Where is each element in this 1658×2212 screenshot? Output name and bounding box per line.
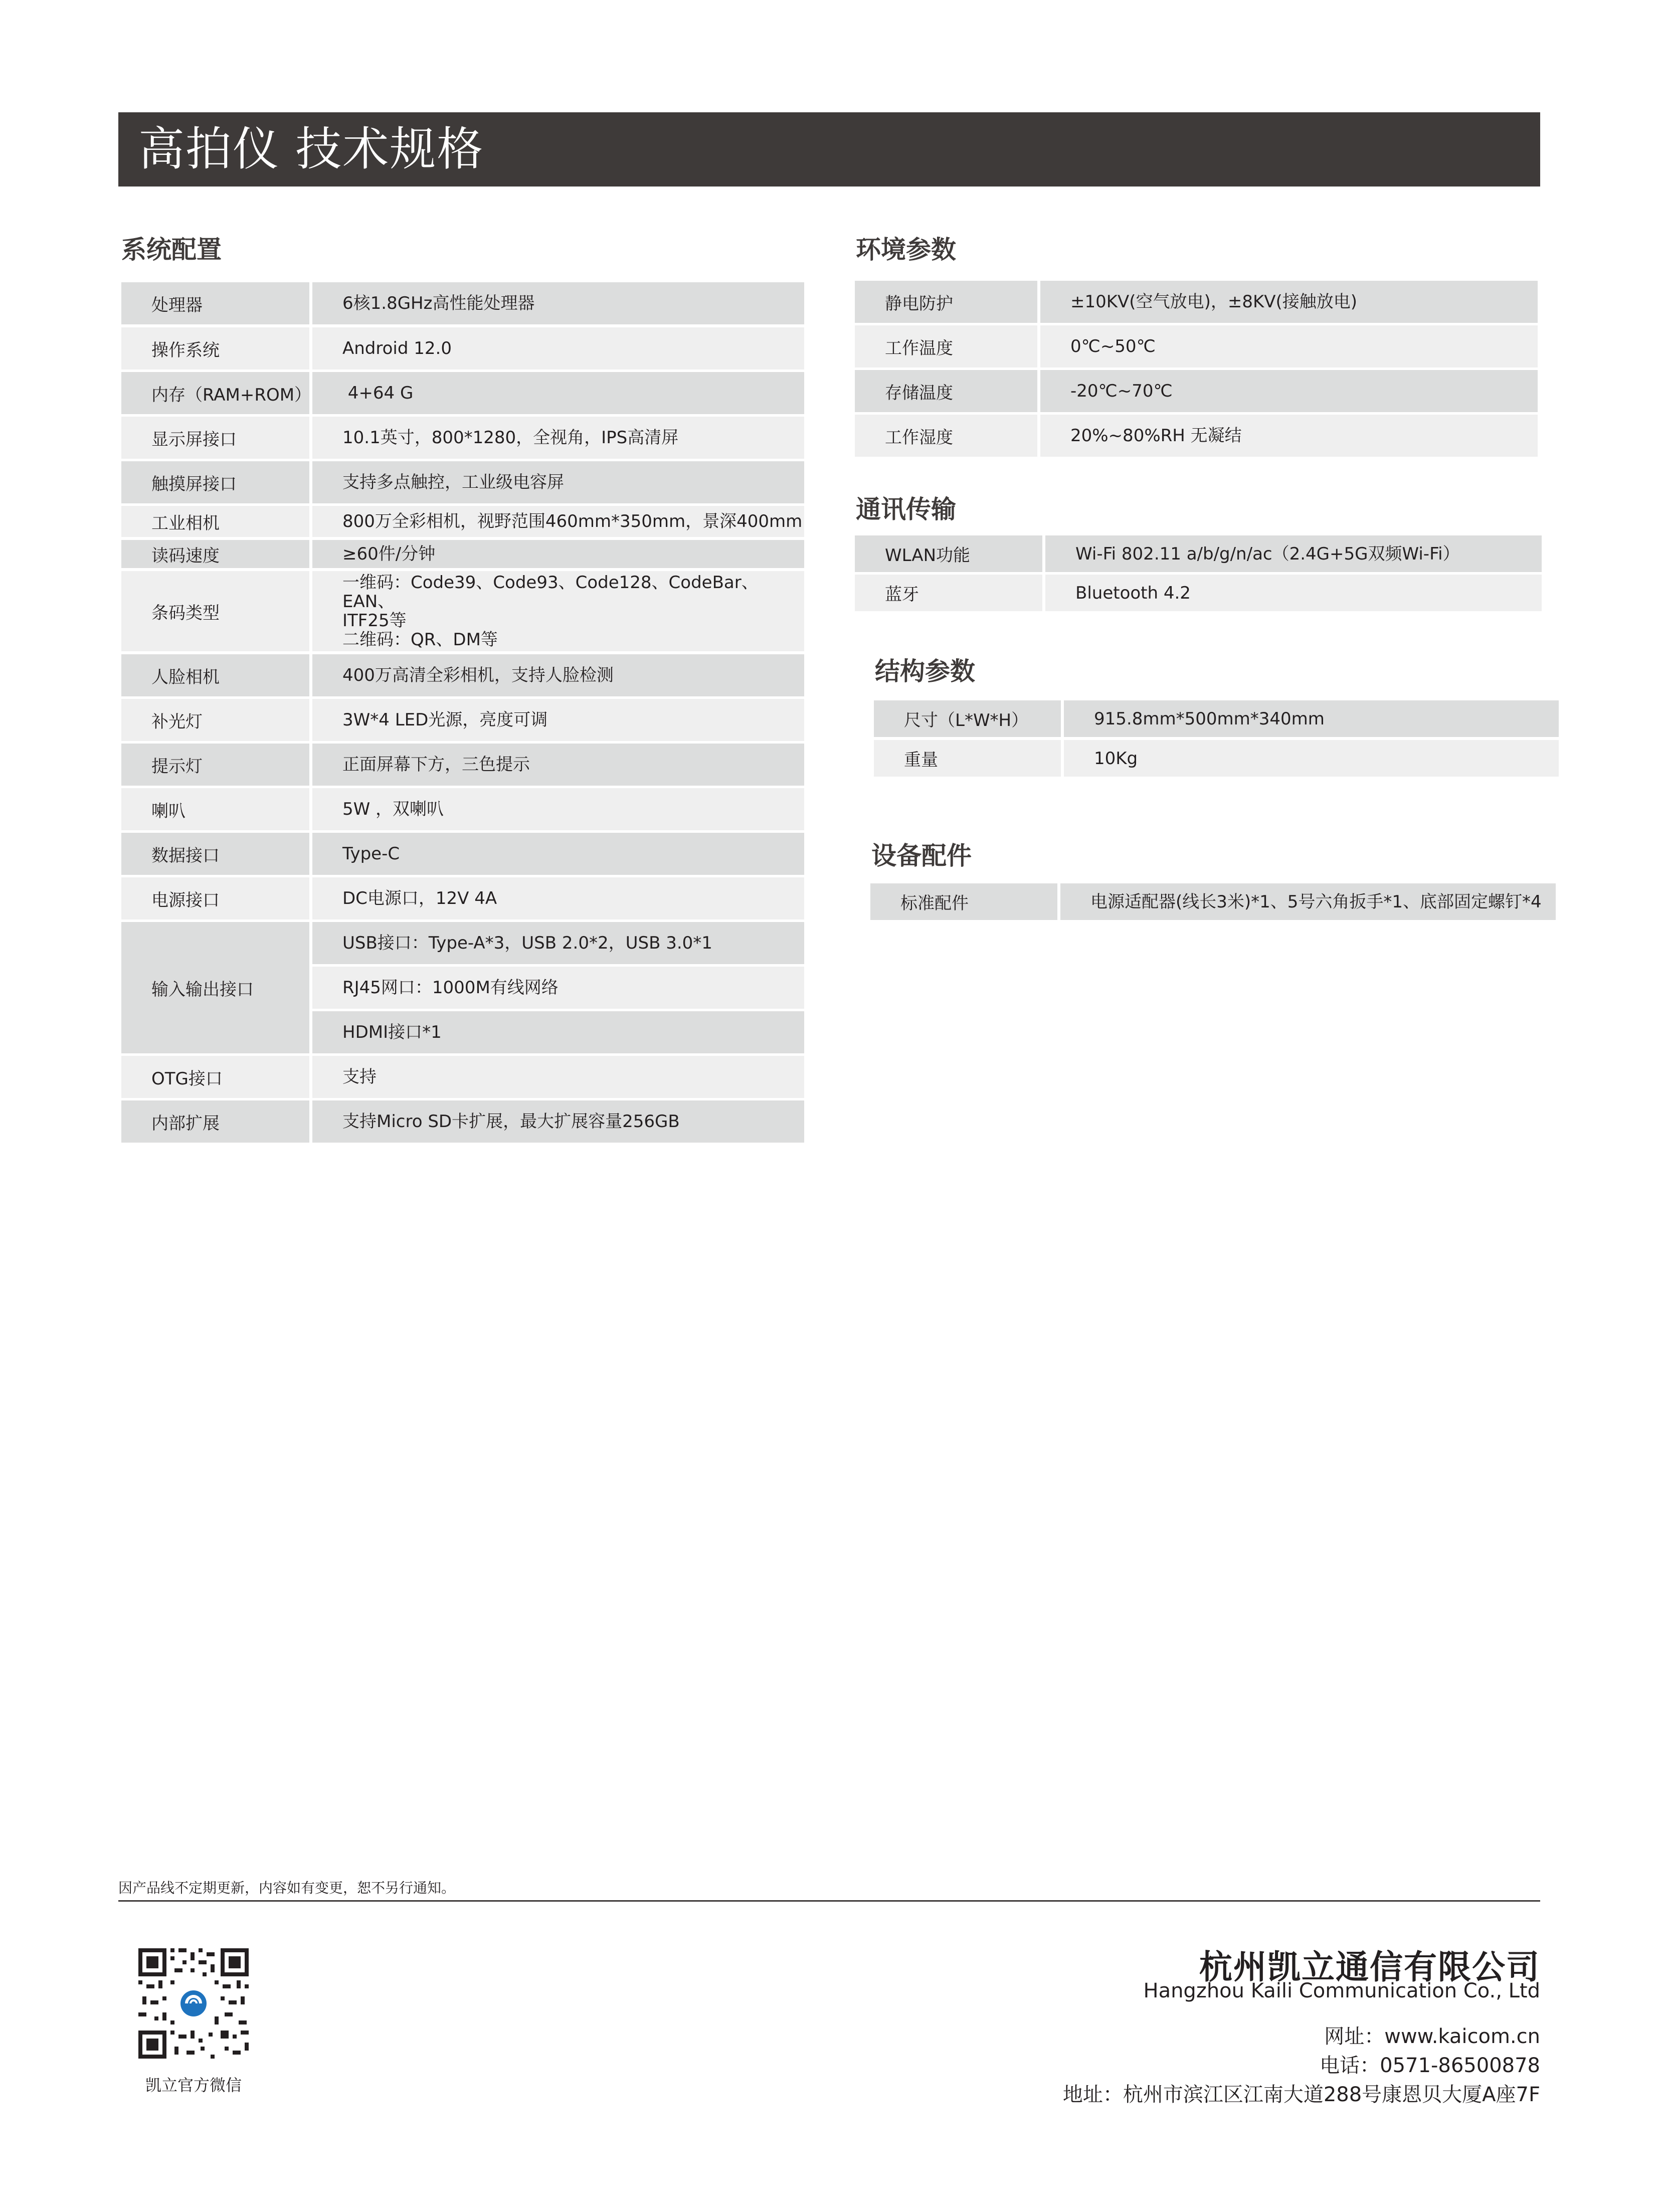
disclaimer-note: 因产品线不定期更新，内容如有变更，恕不另行通知。 — [118, 1880, 456, 1896]
section-title-structure: 结构参数 — [875, 657, 975, 686]
row-value: 支持 — [312, 1056, 804, 1098]
row-label: 电源接口 — [121, 877, 309, 919]
row-value: ±10KV(空气放电)，±8KV(接触放电) — [1040, 281, 1538, 323]
row-value — [312, 571, 804, 651]
table-row — [855, 575, 1542, 611]
table-row — [121, 327, 804, 370]
table-row — [121, 506, 804, 537]
row-label: 内部扩展 — [121, 1100, 309, 1143]
row-label: 工作湿度 — [855, 415, 1037, 457]
table-row — [855, 415, 1538, 457]
table-row — [121, 877, 804, 919]
row-value: Android 12.0 — [312, 327, 804, 370]
row-value: ≥60件/分钟 — [312, 540, 804, 568]
row-value: 4+64 G — [312, 372, 804, 414]
section-title-system: 系统配置 — [121, 235, 222, 264]
qr-caption: 凯立官方微信 — [145, 2076, 242, 2095]
wechat-qr-code-icon — [138, 1948, 249, 2059]
table-row — [121, 744, 804, 786]
row-label: 数据接口 — [121, 833, 309, 875]
page-title: 高拍仪 技术规格 — [138, 122, 484, 176]
table-row — [855, 281, 1538, 323]
row-label: 显示屏接口 — [121, 417, 309, 459]
page-header — [118, 112, 1540, 187]
row-label: 静电防护 — [855, 281, 1037, 323]
row-value: DC电源口，12V 4A — [312, 877, 804, 919]
row-value: 电源适配器(线长3米)*1、5号六角扳手*1、底部固定螺钉*4 — [1060, 883, 1556, 920]
row-value: 6核1.8GHz高性能处理器 — [312, 282, 804, 324]
table-row — [121, 654, 804, 696]
table-row — [855, 370, 1538, 412]
row-label: WLAN功能 — [855, 535, 1042, 572]
table-row — [874, 700, 1559, 737]
barcode-1d-line-cont: ITF25等 — [342, 611, 407, 631]
row-label: 处理器 — [121, 282, 309, 324]
row-label: 蓝牙 — [855, 575, 1042, 611]
row-label: 条码类型 — [121, 571, 309, 651]
row-value: 3W*4 LED光源，亮度可调 — [312, 699, 804, 741]
barcode-2d-line: 二维码：QR、DM等 — [342, 630, 498, 650]
row-label: 补光灯 — [121, 699, 309, 741]
row-value: Type-C — [312, 833, 804, 875]
table-row — [121, 922, 804, 1053]
row-value: 支持Micro SD卡扩展，最大扩展容量256GB — [312, 1100, 804, 1143]
section-title-environment: 环境参数 — [856, 235, 956, 264]
table-row — [121, 1100, 804, 1143]
table-row — [121, 461, 804, 503]
row-value: HDMI接口*1 — [312, 1011, 804, 1053]
company-name-cn: 杭州凯立通信有限公司 — [1199, 1948, 1540, 1986]
row-label: 尺寸（L*W*H） — [874, 700, 1061, 737]
table-row — [121, 282, 804, 324]
row-label: 标准配件 — [870, 883, 1057, 920]
row-value: 正面屏幕下方，三色提示 — [312, 744, 804, 786]
row-label: 人脸相机 — [121, 654, 309, 696]
table-row — [121, 788, 804, 830]
table-row — [121, 1056, 804, 1098]
table-row — [855, 535, 1542, 572]
row-label: 重量 — [874, 740, 1061, 777]
row-value: -20℃~70℃ — [1040, 370, 1538, 412]
company-address: 地址：杭州市滨江区江南大道288号康恩贝大厦A座7F — [1062, 2083, 1540, 2106]
row-value: 800万全彩相机，视野范围460mm*350mm，景深400mm — [312, 506, 804, 537]
table-row — [870, 883, 1556, 920]
row-label: 输入输出接口 — [121, 922, 309, 1053]
row-label: 触摸屏接口 — [121, 461, 309, 503]
section-title-accessories: 设备配件 — [871, 841, 972, 870]
table-row — [855, 325, 1538, 367]
company-website: 网址：www.kaicom.cn — [1324, 2025, 1540, 2048]
table-row — [121, 571, 804, 651]
table-row — [121, 540, 804, 568]
row-value: 400万高清全彩相机，支持人脸检测 — [312, 654, 804, 696]
row-label: 操作系统 — [121, 327, 309, 370]
row-label: 喇叭 — [121, 788, 309, 830]
barcode-1d-line: 一维码：Code39、Code93、Code128、CodeBar、EAN、 — [342, 573, 759, 612]
row-value: Bluetooth 4.2 — [1045, 575, 1542, 611]
row-value: USB接口：Type-A*3，USB 2.0*2，USB 3.0*1 — [312, 922, 804, 964]
row-value: Wi-Fi 802.11 a/b/g/n/ac（2.4G+5G双频Wi-Fi） — [1045, 535, 1542, 572]
row-value: 10Kg — [1064, 740, 1559, 777]
row-label: 提示灯 — [121, 744, 309, 786]
table-row — [121, 417, 804, 459]
table-row — [121, 372, 804, 414]
company-name-en: Hangzhou Kaili Communication Co., Ltd — [1143, 1979, 1540, 2002]
company-phone: 电话：0571-86500878 — [1320, 2054, 1540, 2077]
row-value: 20%~80%RH 无凝结 — [1040, 415, 1538, 457]
row-label: OTG接口 — [121, 1056, 309, 1098]
row-value: RJ45网口：1000M有线网络 — [312, 967, 804, 1009]
row-value: 915.8mm*500mm*340mm — [1064, 700, 1559, 737]
table-row — [121, 699, 804, 741]
table-row — [874, 740, 1559, 777]
row-label: 内存（RAM+ROM） — [121, 372, 309, 414]
row-label: 读码速度 — [121, 540, 309, 568]
table-row — [121, 833, 804, 875]
row-value: 支持多点触控，工业级电容屏 — [312, 461, 804, 503]
row-label: 工作温度 — [855, 325, 1037, 367]
row-value: 5W ，双喇叭 — [312, 788, 804, 830]
footer-divider — [118, 1900, 1540, 1902]
row-value: 0℃~50℃ — [1040, 325, 1538, 367]
row-value: 10.1英寸，800*1280，全视角，IPS高清屏 — [312, 417, 804, 459]
row-label: 工业相机 — [121, 506, 309, 537]
row-label: 存储温度 — [855, 370, 1037, 412]
section-title-comm: 通讯传输 — [856, 495, 956, 524]
